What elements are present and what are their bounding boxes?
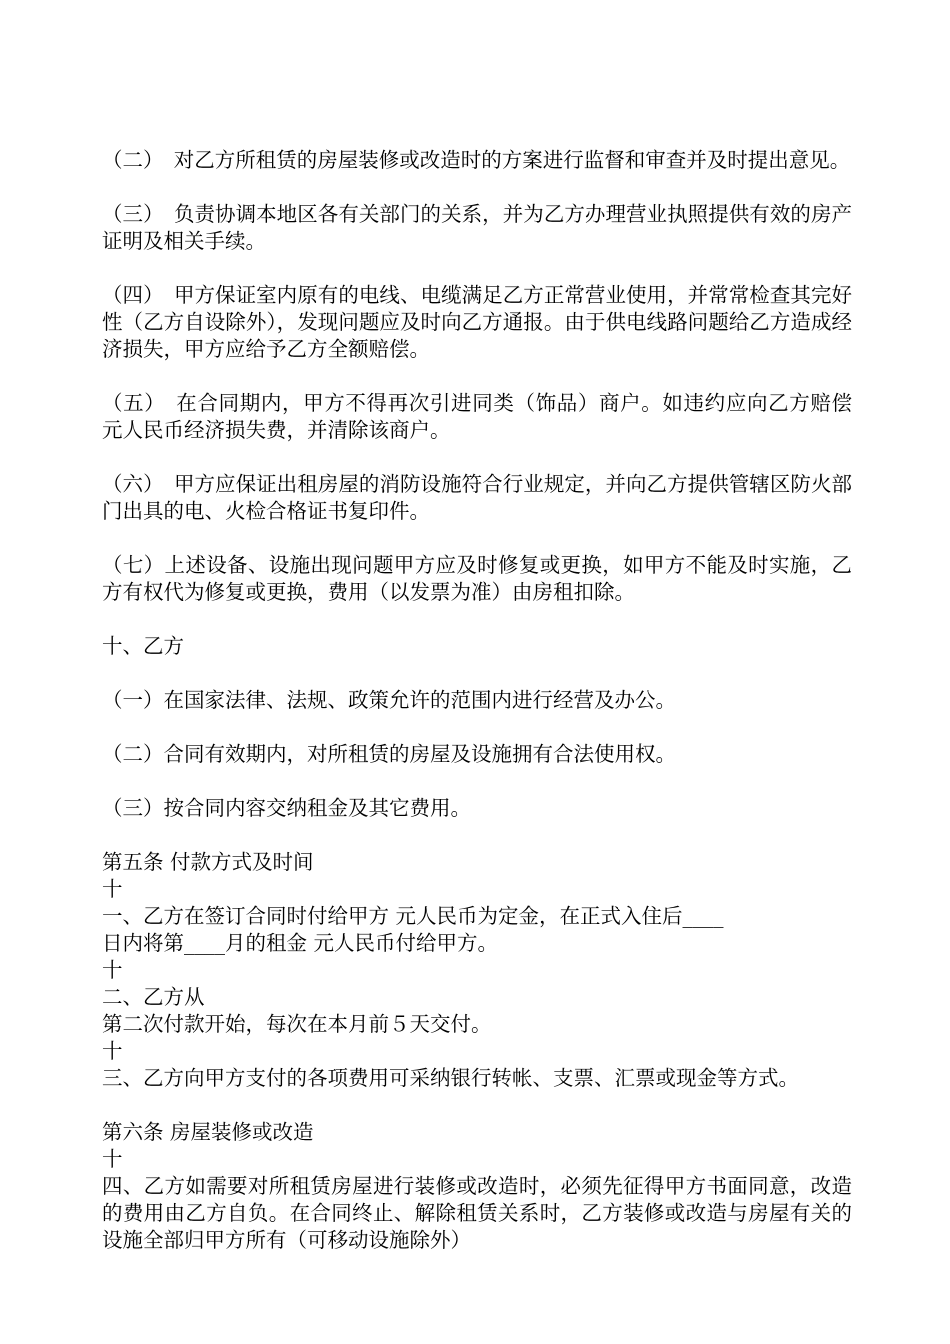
article-5-block xyxy=(102,849,852,1092)
article-6-item-1: 四、乙方如需要对所租赁房屋进行装修或改造时，必须先征得甲方书面同意，改造的费用由乙方自负。在合同终止、解除租赁关系时，乙方装修或改造与房屋有关的设施全部归甲方所有（可移动设施除外） xyxy=(102,1174,852,1252)
clause-party-b-1: （一）在国家法律、法规、政策允许的范围内进行经营及办公。 xyxy=(102,688,676,712)
article-5-item-2-line-2: 第二次付款开始，每次在本月前５天交付。 xyxy=(102,1012,492,1036)
clause-party-b-2: （二）合同有效期内，对所租赁的房屋及设施拥有合法使用权。 xyxy=(102,742,676,766)
contract-document xyxy=(102,147,859,1281)
article-6-mark-1: 十 xyxy=(102,1147,123,1171)
article-5-mark-3: 十 xyxy=(102,1039,123,1063)
clause-party-b-3: （三）按合同内容交纳租金及其它费用。 xyxy=(102,796,471,820)
clause-party-a-6: （六） 甲方应保证出租房屋的消防设施符合行业规定，并向乙方提供管辖区防火部门出具的电、火检合格证书复印件。 xyxy=(102,472,852,523)
article-6-block xyxy=(102,1119,852,1254)
section-heading-party-b: 十、乙方 xyxy=(102,634,184,658)
clause-party-a-4: （四） 甲方保证室内原有的电线、电缆满足乙方正常营业使用，并常常检查其完好性（乙方自设除外），发现问题应及时向乙方通报。由于供电线路问题给乙方造成经济损失，甲方应给予乙方全额赔偿。 xyxy=(102,283,852,361)
clause-party-a-2: （二） 对乙方所租赁的房屋装修或改造时的方案进行监督和审查并及时提出意见。 xyxy=(102,148,851,172)
article-5-mark-1: 十 xyxy=(102,877,123,901)
article-5-item-2-line-1: 二、乙方从 xyxy=(102,985,205,1009)
article-5-item-1-line-2: 日内将第____月的租金 元人民币付给甲方。 xyxy=(102,931,499,955)
clause-party-a-3: （三） 负责协调本地区各有关部门的关系，并为乙方办理营业执照提供有效的房产证明及相关手续。 xyxy=(102,202,852,253)
clause-party-a-5: （五） 在合同期内，甲方不得再次引进同类（饰品）商户。如违约应向乙方赔偿 元人民币经济损失费，并清除该商户。 xyxy=(102,391,859,442)
clause-party-a-7: （七）上述设备、设施出现问题甲方应及时修复或更换，如甲方不能及时实施，乙方有权代为修复或更换，费用（以发票为准）由房租扣除。 xyxy=(102,553,852,604)
article-5-item-3: 三、乙方向甲方支付的各项费用可采纳银行转帐、支票、汇票或现金等方式。 xyxy=(102,1066,799,1090)
article-5-title: 第五条 付款方式及时间 xyxy=(102,850,314,874)
article-5-mark-2: 十 xyxy=(102,958,123,982)
article-6-title: 第六条 房屋装修或改造 xyxy=(102,1120,314,1144)
article-5-item-1-line-1: 一、乙方在签订合同时付给甲方 元人民币为定金，在正式入住后____ xyxy=(102,904,724,928)
